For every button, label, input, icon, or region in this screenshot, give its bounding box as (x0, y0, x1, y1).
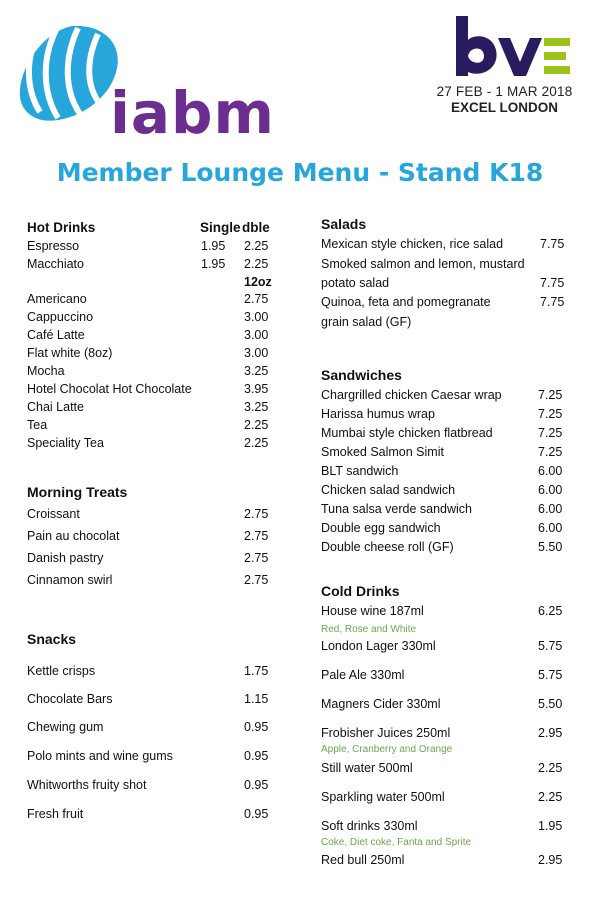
menu-item: House wine 187ml (321, 604, 424, 618)
menu-item: Double egg sandwich (321, 521, 441, 535)
menu-item: Magners Cider 330ml (321, 697, 441, 711)
item-price: 7.25 (538, 445, 563, 459)
menu-item: Frobisher Juices 250ml (321, 726, 451, 740)
menu-item: Hotel Chocolat Hot Chocolate (27, 382, 192, 396)
item-note: Coke, Diet coke, Fanta and Sprite (321, 837, 472, 848)
iabm-swirl-icon (14, 20, 124, 138)
item-price: 5.50 (538, 697, 563, 711)
page-title: Member Lounge Menu - Stand K18 (56, 158, 544, 187)
menu-item: Kettle crisps (27, 664, 96, 678)
menu-item: Pain au chocolat (27, 529, 120, 543)
menu-item: Double cheese roll (GF) (321, 540, 454, 554)
item-price: 3.25 (244, 364, 269, 378)
item-price: 1.15 (244, 692, 269, 706)
item-price: 6.00 (538, 521, 563, 535)
double-column-header: dble (242, 220, 270, 235)
menu-item: Café Latte (27, 328, 85, 342)
item-price: 0.95 (244, 807, 269, 821)
menu-item: Chargrilled chicken Caesar wrap (321, 388, 502, 402)
item-price: 7.75 (540, 295, 565, 309)
item-price: 2.25 (538, 790, 563, 804)
item-price: 0.95 (244, 749, 269, 763)
menu-item: Soft drinks 330ml (321, 819, 418, 833)
item-price: 1.95 (538, 819, 563, 833)
item-price: 7.25 (538, 388, 563, 402)
item-price: 3.00 (244, 328, 269, 342)
item-price: 5.75 (538, 639, 563, 653)
single-price: 1.95 (201, 239, 226, 253)
item-price: 7.25 (538, 426, 563, 440)
item-price: 7.75 (540, 237, 565, 251)
menu-item: Croissant (27, 507, 80, 521)
item-price: 3.25 (244, 400, 269, 414)
item-price: 5.50 (538, 540, 563, 554)
item-price: 0.95 (244, 778, 269, 792)
menu-item: Espresso (27, 239, 80, 253)
item-price: 3.95 (244, 382, 269, 396)
menu-item: Tea (27, 418, 48, 432)
menu-item: Chai Latte (27, 400, 84, 414)
double-price: 2.25 (244, 257, 269, 271)
menu-item: Quinoa, feta and pomegranate (321, 295, 491, 309)
menu-item: Sparkling water 500ml (321, 790, 445, 804)
single-price: 1.95 (201, 257, 226, 271)
iabm-wordmark: iabm (110, 79, 275, 147)
menu-item: Pale Ale 330ml (321, 668, 405, 682)
item-price: 2.95 (538, 853, 563, 867)
menu-item: Chewing gum (27, 720, 104, 734)
menu-item: Speciality Tea (27, 436, 104, 450)
menu-item: Smoked Salmon Simit (321, 445, 444, 459)
item-note: Red, Rose and White (321, 624, 417, 635)
item-price: 2.75 (244, 551, 269, 565)
menu-item: Mexican style chicken, rice salad (321, 237, 504, 251)
double-price: 2.25 (244, 239, 269, 253)
menu-item: Red bull 250ml (321, 853, 405, 867)
item-price: 3.00 (244, 346, 269, 360)
menu-item: Mumbai style chicken flatbread (321, 426, 493, 440)
item-price: 2.75 (244, 573, 269, 587)
menu-item: Cinnamon swirl (27, 573, 113, 587)
menu-item: Flat white (8oz) (27, 346, 113, 360)
menu-item: Fresh fruit (27, 807, 84, 821)
item-price: 6.00 (538, 502, 563, 516)
menu-item: Chicken salad sandwich (321, 483, 456, 497)
salads-heading: Salads (321, 216, 367, 232)
item-price: 2.25 (538, 761, 563, 775)
item-price: 2.75 (244, 507, 269, 521)
menu-item: Macchiato (27, 257, 84, 271)
event-dates: 27 FEB - 1 MAR 2018 (436, 84, 573, 99)
item-price: 6.00 (538, 483, 563, 497)
size-note: 12oz (244, 275, 272, 289)
menu-item-continued: potato salad (321, 276, 390, 290)
item-price: 3.00 (244, 310, 269, 324)
menu-item: Chocolate Bars (27, 692, 113, 706)
morning-treats-heading: Morning Treats (27, 484, 128, 500)
menu-item: Polo mints and wine gums (27, 749, 173, 763)
item-price: 2.25 (244, 418, 269, 432)
menu-item: London Lager 330ml (321, 639, 436, 653)
item-price: 5.75 (538, 668, 563, 682)
menu-item: Smoked salmon and lemon, mustard (321, 257, 525, 271)
item-price: 2.75 (244, 292, 269, 306)
item-price: 0.95 (244, 720, 269, 734)
item-price: 2.95 (538, 726, 563, 740)
single-column-header: Single (200, 220, 241, 235)
menu-item: Tuna salsa verde sandwich (321, 502, 473, 516)
sandwiches-heading: Sandwiches (321, 367, 402, 383)
menu-item: Mocha (27, 364, 65, 378)
menu-item-continued: grain salad (GF) (321, 315, 412, 329)
menu-item: Harissa humus wrap (321, 407, 435, 421)
menu-item: Still water 500ml (321, 761, 413, 775)
item-price: 2.75 (244, 529, 269, 543)
item-price: 6.25 (538, 604, 563, 618)
menu-item: BLT sandwich (321, 464, 399, 478)
event-venue: EXCEL LONDON (450, 100, 558, 115)
item-price: 2.25 (244, 436, 269, 450)
bve-mark-icon (452, 14, 572, 80)
item-price: 6.00 (538, 464, 563, 478)
item-note: Apple, Cranberry and Orange (321, 744, 453, 755)
bve-logo (452, 14, 572, 80)
item-price: 7.25 (538, 407, 563, 421)
iabm-logo (14, 20, 294, 147)
cold-drinks-heading: Cold Drinks (321, 583, 400, 599)
menu-item: Whitworths fruity shot (27, 778, 147, 792)
snacks-heading: Snacks (27, 631, 77, 647)
item-price: 1.75 (244, 664, 269, 678)
menu-item: Danish pastry (27, 551, 104, 565)
menu-item: Cappuccino (27, 310, 94, 324)
item-price: 7.75 (540, 276, 565, 290)
menu-item: Americano (27, 292, 87, 306)
hot-drinks-heading: Hot Drinks (27, 220, 96, 235)
